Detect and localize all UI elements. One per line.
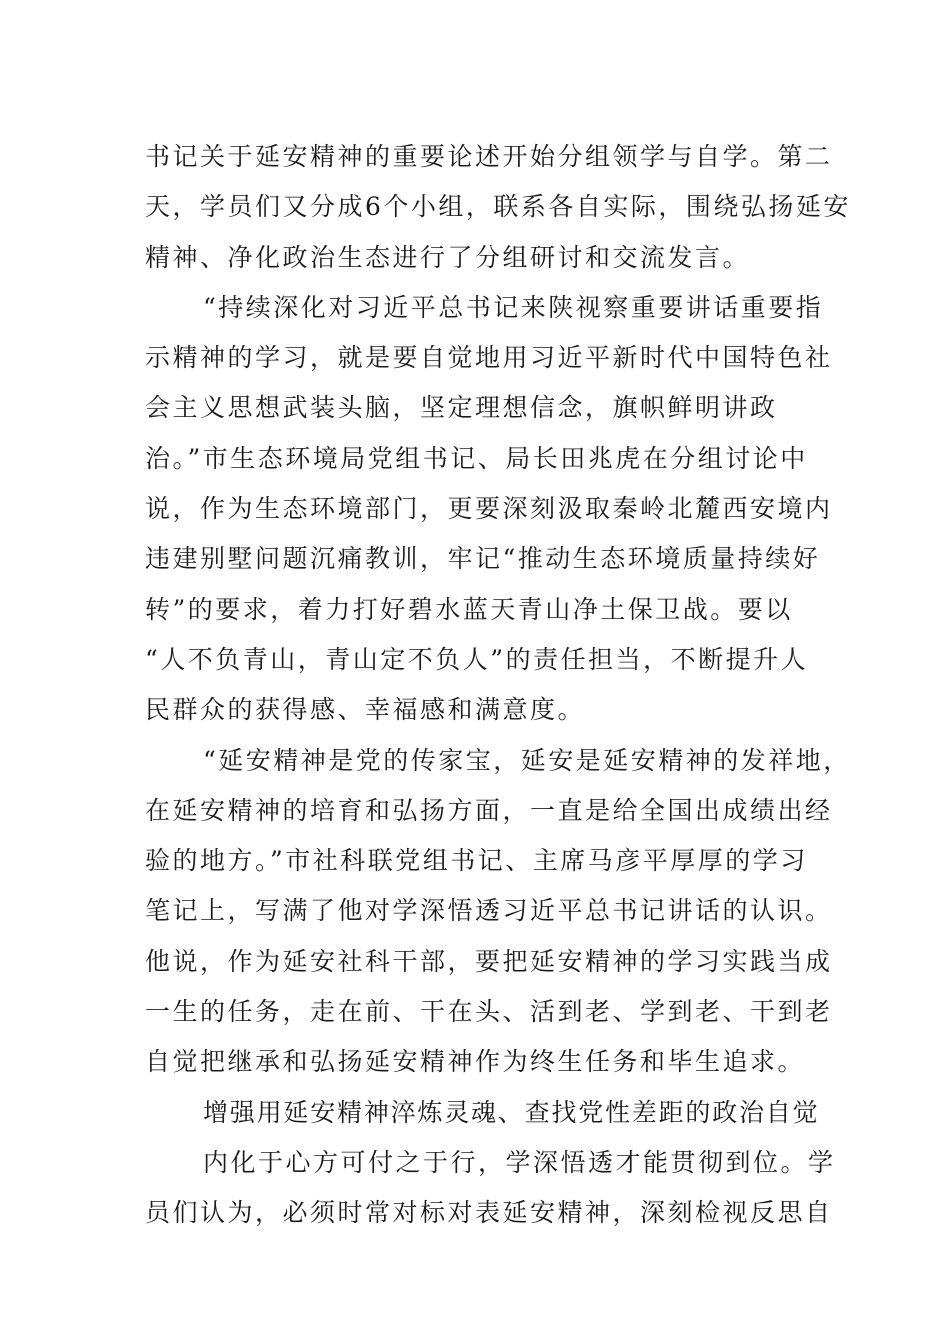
text-line: 书记关于延安精神的重要论述开始分组领学与自学。第二 xyxy=(145,142,833,171)
section-heading: 增强用延安精神淬炼灵魂、查找党性差距的政治自觉 xyxy=(203,1097,820,1127)
text-line: 示精神的学习，就是要自觉地用习近平新时代中国特色社 xyxy=(145,343,833,373)
text-line: 笔记上，写满了他对学深悟透习近平总书记讲话的认识。 xyxy=(145,896,833,926)
paragraph-first-line: 内化于心方可付之于行，学深悟透才能贯彻到位。学 xyxy=(203,1147,836,1177)
text-line: 说，作为生态环境部门，更要深刻汲取秦岭北麓西安境内 xyxy=(145,494,833,524)
text-line: 治。”市生态环境局党组书记、局长田兆虎在分组讨论中 xyxy=(145,443,808,473)
paragraph-first-line: “持续深化对习近平总书记来陕视察重要讲话重要指 xyxy=(203,292,824,322)
text-line: “人不负青山，青山定不负人”的责任担当，不断提升人 xyxy=(145,644,809,674)
text-line: 他说，作为延安社科干部，要把延安精神的学习实践当成 xyxy=(145,946,833,976)
text-line: 在延安精神的培育和弘扬方面，一直是给全国出成绩出经 xyxy=(145,795,833,825)
paragraph-first-line: “延安精神是党的传家宝，延安是延安精神的发祥地， xyxy=(203,745,851,775)
text-line: 会主义思想武装头脑，坚定理想信念，旗帜鲜明讲政 xyxy=(145,393,778,423)
text-line: 精神、净化政治生态进行了分组研讨和交流发言。 xyxy=(145,242,751,272)
text-line: 自觉把继承和弘扬延安精神作为终生任务和毕生追求。 xyxy=(145,1047,806,1077)
text-line: 天，学员们又分成6个小组，联系各自实际，围绕弘扬延安 xyxy=(145,192,851,222)
text-line: 民群众的获得感、幸福感和满意度。 xyxy=(145,695,586,725)
text-line: 员们认为，必须时常对标对表延安精神，深刻检视反思自 xyxy=(145,1198,833,1228)
text-line: 违建别墅问题沉痛教训，牢记“推动生态环境质量持续好 xyxy=(145,544,821,574)
text-line: 转”的要求，着力打好碧水蓝天青山净土保卫战。要以 xyxy=(145,594,793,624)
text-line: 验的地方。”市社科联党组书记、主席马彦平厚厚的学习 xyxy=(145,846,808,876)
document-body xyxy=(145,132,851,1239)
text-line: 一生的任务，走在前、干在头、活到老、学到老、干到老 xyxy=(145,997,833,1027)
